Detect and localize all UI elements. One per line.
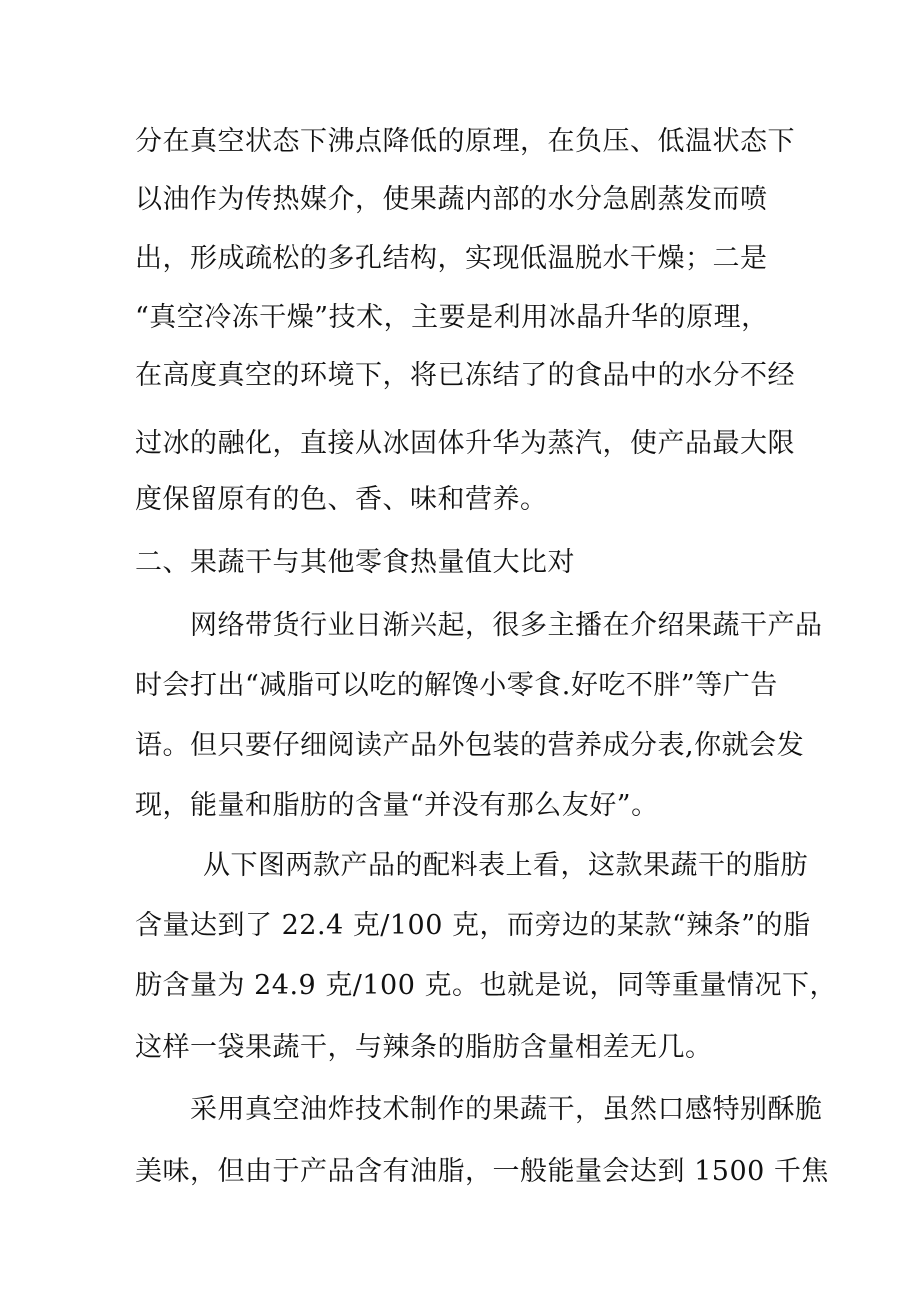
paragraph-line: 从下图两款产品的配料表上看，这款果蔬干的脂肪: [203, 850, 808, 881]
paragraph-line: 肪含量为 24.9 克/100 克。也就是说，同等重量情况下，: [135, 970, 837, 1001]
paragraph-line: 美味，但由于产品含有油脂，一般能量会达到 1500 千焦: [135, 1156, 829, 1187]
paragraph-line: 在高度真空的环境下，将已冻结了的食品中的水分不经: [135, 360, 795, 391]
paragraph-line: 过冰的融化，直接从冰固体升华为蒸汽，使产品最大限: [135, 428, 795, 459]
paragraph-line: 以油作为传热媒介，使果蔬内部的水分急剧蒸发而喷: [135, 184, 768, 215]
paragraph-line: 现，能量和脂肪的含量“并没有那么友好”。: [135, 790, 659, 821]
paragraph-line: 语。但只要仔细阅读产品外包装的营养成分表,你就会发: [135, 730, 805, 761]
paragraph-line: 网络带货行业日渐兴起，很多主播在介绍果蔬干产品: [190, 610, 823, 641]
paragraph-line: 分在真空状态下沸点降低的原理，在负压、低温状态下: [135, 126, 795, 157]
section-heading: 二、果蔬干与其他零食热量值大比对: [135, 547, 575, 578]
paragraph-line: 含量达到了 22.4 克/100 克，而旁边的某款“辣条”的脂: [135, 910, 811, 941]
paragraph-line: 出，形成疏松的多孔结构，实现低温脱水干燥；二是: [135, 243, 768, 274]
paragraph-line: 度保留原有的色、香、味和营养。: [135, 484, 548, 515]
paragraph-line: 这样一袋果蔬干，与辣条的脂肪含量相差无几。: [135, 1032, 713, 1063]
paragraph-line: 采用真空油炸技术制作的果蔬干，虽然口感特别酥脆: [190, 1094, 823, 1125]
paragraph-line: 时会打出“减脂可以吃的解馋小零食.好吃不胖”等广告: [135, 670, 778, 701]
paragraph-line: “真空冷冻干燥”技术，主要是利用冰晶升华的原理，: [135, 302, 769, 333]
